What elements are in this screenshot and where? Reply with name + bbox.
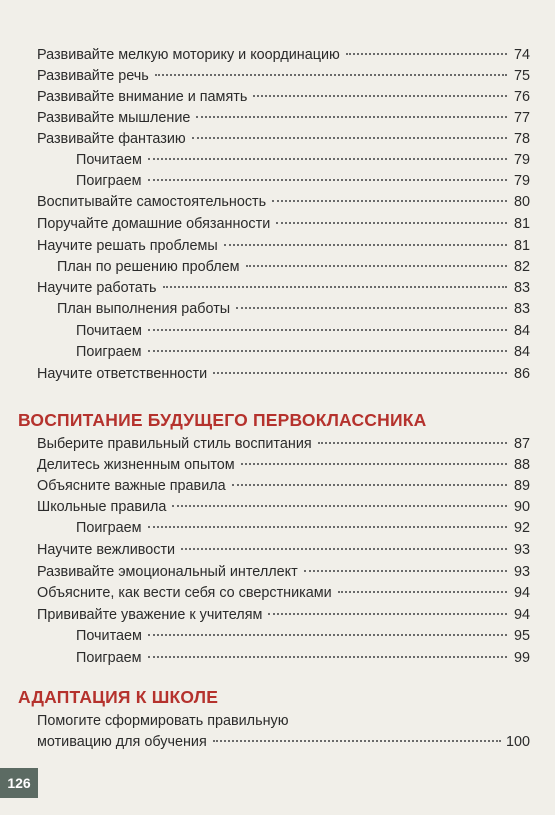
entry-page: 87 [513,436,530,452]
leader-dots [148,179,507,181]
entry-page: 83 [513,301,530,317]
entry-page: 88 [513,457,530,473]
leader-dots [232,484,507,486]
leader-dots [236,307,507,309]
section-title: АДАПТАЦИЯ К ШКОЛЕ [18,687,219,707]
entry-title: Поиграем [76,173,142,189]
leader-dots [224,244,507,246]
entry-page: 93 [513,542,530,558]
toc-entry [37,278,530,298]
entry-page: 77 [513,110,530,126]
entry-page: 79 [513,152,530,168]
leader-dots [163,286,507,288]
toc-entry [37,732,530,752]
entry-title: Поиграем [76,650,142,666]
entry-page: 94 [513,607,530,623]
toc-entry [76,648,530,668]
leader-dots [253,95,507,97]
toc-entry [37,66,530,86]
toc-entry [76,518,530,538]
toc-entry [76,150,530,170]
toc-entry [37,434,530,454]
toc-entry [37,214,530,234]
leader-dots [272,200,507,202]
entry-title: Развивайте внимание и память [37,89,248,105]
toc-entry [37,192,530,212]
toc-entry [37,583,530,603]
entry-title: Объясните, как вести себя со сверстниками [37,585,332,601]
leader-dots [148,329,507,331]
leader-dots [148,158,507,160]
entry-page: 94 [513,585,530,601]
entry-page: 86 [513,366,530,382]
entry-title: Делитесь жизненным опытом [37,457,235,473]
entry-page: 79 [513,173,530,189]
leader-dots [268,613,507,615]
entry-page: 83 [513,280,530,296]
toc-entry [37,108,530,128]
entry-page: 81 [513,238,530,254]
leader-dots [213,740,501,742]
entry-page: 81 [513,216,530,232]
entry-page: 75 [513,68,530,84]
entry-page: 99 [513,650,530,666]
toc-entry [76,171,530,191]
entry-title: План выполнения работы [57,301,231,317]
entry-page: 78 [513,131,530,147]
entry-page: 84 [513,323,530,339]
page-number-badge: 126 [0,768,38,798]
entry-title: Школьные правила [37,499,167,515]
leader-dots [148,526,507,528]
entry-title: Поиграем [76,520,142,536]
toc-entry [37,87,530,107]
entry-title: Развивайте речь [37,68,149,84]
entry-title: Научите работать [37,280,157,296]
toc-entry [37,455,530,475]
entry-page: 89 [513,478,530,494]
entry-page: 82 [513,259,530,275]
leader-dots [172,505,507,507]
toc-entry [37,562,530,582]
toc-entry [37,45,530,65]
leader-dots [346,53,507,55]
entry-title: Почитаем [76,152,142,168]
entry-title: Научите ответственности [37,366,208,382]
entry-title: Почитаем [76,323,142,339]
toc-entry [76,342,530,362]
entry-page: 84 [513,344,530,360]
entry-page: 90 [513,499,530,515]
entry-title: Прививайте уважение к учителям [37,607,263,623]
leader-dots [241,463,507,465]
leader-dots [192,137,507,139]
entry-page: 74 [513,47,530,63]
entry-title: План по решению проблем [57,259,240,275]
leader-dots [148,634,507,636]
toc-entry [37,364,530,384]
toc-entry [37,605,530,625]
leader-dots [276,222,507,224]
leader-dots [155,74,507,76]
entry-title: Научите вежливости [37,542,176,558]
entry-page: 92 [513,520,530,536]
entry-title: Воспитывайте самостоятельность [37,194,267,210]
toc-entry [37,497,530,517]
leader-dots [246,265,507,267]
entry-title: Развивайте эмоциональный интеллект [37,564,298,580]
entry-title: Развивайте мышление [37,110,191,126]
leader-dots [318,442,507,444]
entry-page: 76 [513,89,530,105]
leader-dots [338,591,507,593]
toc-entry [37,236,530,256]
entry-page: 93 [513,564,530,580]
entry-title: мотивацию для обучения [37,734,207,750]
entry-title: Развивайте фантазию [37,131,186,147]
entry-title: Поручайте домашние обязанности [37,216,271,232]
toc-entry [76,321,530,341]
entry-title: Поиграем [76,344,142,360]
leader-dots [181,548,507,550]
toc-entry-line: Помогите сформировать правильную [37,713,289,729]
toc-entry [37,129,530,149]
leader-dots [196,116,507,118]
entry-title: Развивайте мелкую моторику и координацию [37,47,340,63]
entry-title: Почитаем [76,628,142,644]
toc-entry [57,299,530,319]
entry-page: 80 [513,194,530,210]
section-title: ВОСПИТАНИЕ БУДУЩЕГО ПЕРВОКЛАССНИКА [18,410,427,430]
entry-title: Объясните важные правила [37,478,226,494]
toc-entry [76,626,530,646]
leader-dots [304,570,507,572]
entry-page: 95 [513,628,530,644]
toc-entry [57,257,530,277]
entry-page: 100 [505,734,530,750]
entry-title: Выберите правильный стиль воспитания [37,436,312,452]
toc-entry [37,540,530,560]
toc-entry [37,476,530,496]
entry-title: Научите решать проблемы [37,238,218,254]
leader-dots [148,656,507,658]
leader-dots [148,350,507,352]
leader-dots [213,372,507,374]
